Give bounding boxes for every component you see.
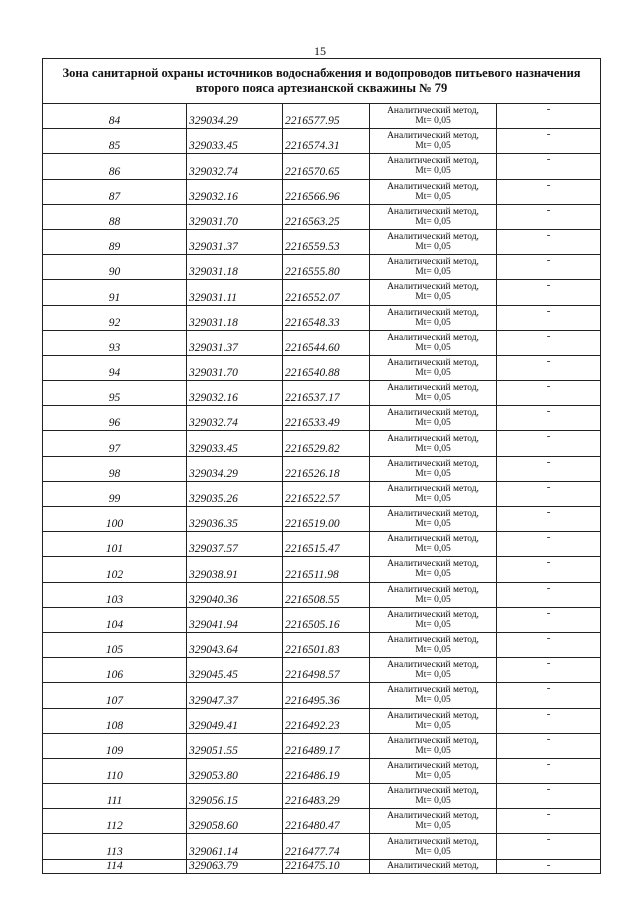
x-coordinate-cell: 329049.41: [187, 708, 283, 733]
point-number-cell: 91: [43, 280, 187, 305]
accuracy-value: Mt= 0,05: [415, 544, 451, 555]
y-coordinate-cell: 2216526.18: [283, 456, 370, 481]
note-cell: -: [497, 104, 601, 129]
method-cell: [370, 507, 497, 532]
y-coordinate-cell: 2216495.36: [283, 683, 370, 708]
accuracy-value: Mt= 0,05: [415, 695, 451, 706]
table-row: [43, 355, 601, 380]
accuracy-value: Mt= 0,05: [415, 116, 451, 127]
table-row: [43, 859, 601, 873]
x-coordinate-cell: 329047.37: [187, 683, 283, 708]
x-coordinate-cell: 329032.74: [187, 406, 283, 431]
y-coordinate-cell: 2216555.80: [283, 255, 370, 280]
method-label: Аналитический метод,: [387, 609, 479, 620]
table-row: [43, 280, 601, 305]
y-coordinate-cell: 2216537.17: [283, 381, 370, 406]
table-row: [43, 758, 601, 783]
point-number-cell: 111: [43, 784, 187, 809]
y-coordinate-cell: 2216563.25: [283, 204, 370, 229]
method-label: Аналитический метод,: [387, 760, 479, 771]
x-coordinate-cell: 329033.45: [187, 431, 283, 456]
accuracy-value: Mt= 0,05: [415, 670, 451, 681]
method-cell: [370, 809, 497, 834]
accuracy-value: Mt= 0,05: [415, 846, 451, 857]
y-coordinate-cell: 2216508.55: [283, 582, 370, 607]
method-label: Аналитический метод,: [387, 685, 479, 696]
x-coordinate-cell: 329031.37: [187, 229, 283, 254]
y-coordinate-cell: 2216540.88: [283, 355, 370, 380]
note-cell: -: [497, 683, 601, 708]
note-cell: -: [497, 708, 601, 733]
x-coordinate-cell: 329053.80: [187, 758, 283, 783]
method-cell: [370, 154, 497, 179]
y-coordinate-cell: 2216529.82: [283, 431, 370, 456]
method-label: Аналитический метод,: [387, 635, 479, 646]
note-cell: -: [497, 330, 601, 355]
method-label: Аналитический метод,: [387, 735, 479, 746]
y-coordinate-cell: 2216544.60: [283, 330, 370, 355]
note-cell: -: [497, 607, 601, 632]
accuracy-value: Mt= 0,05: [415, 770, 451, 781]
point-number-cell: 92: [43, 305, 187, 330]
x-coordinate-cell: 329031.18: [187, 305, 283, 330]
note-cell: -: [497, 456, 601, 481]
point-number-cell: 88: [43, 204, 187, 229]
note-cell: -: [497, 431, 601, 456]
accuracy-value: Mt= 0,05: [415, 367, 451, 378]
note-cell: -: [497, 305, 601, 330]
page-number: 15: [314, 44, 326, 58]
table-body: [43, 59, 601, 874]
method-label: Аналитический метод,: [387, 559, 479, 570]
point-number-cell: 96: [43, 406, 187, 431]
method-label: Аналитический метод,: [387, 307, 479, 318]
y-coordinate-cell: 2216522.57: [283, 481, 370, 506]
point-number-cell: 95: [43, 381, 187, 406]
x-coordinate-cell: 329045.45: [187, 658, 283, 683]
table-row: [43, 733, 601, 758]
point-number-cell: 84: [43, 104, 187, 129]
accuracy-value: Mt= 0,05: [415, 468, 451, 479]
note-cell: -: [497, 582, 601, 607]
y-coordinate-cell: 2216574.31: [283, 129, 370, 154]
method-cell: [370, 104, 497, 129]
x-coordinate-cell: 329035.26: [187, 481, 283, 506]
method-label: Аналитический метод,: [387, 534, 479, 545]
method-cell: [370, 431, 497, 456]
method-cell: [370, 834, 497, 859]
note-cell: -: [497, 834, 601, 859]
x-coordinate-cell: 329038.91: [187, 557, 283, 582]
method-label: Аналитический метод,: [387, 811, 479, 822]
point-number-cell: 87: [43, 179, 187, 204]
accuracy-value: Mt= 0,05: [415, 493, 451, 504]
table-row: [43, 607, 601, 632]
method-label: Аналитический метод,: [387, 357, 479, 368]
point-number-cell: 99: [43, 481, 187, 506]
point-number-cell: 113: [43, 834, 187, 859]
point-number-cell: 97: [43, 431, 187, 456]
table-row: [43, 154, 601, 179]
point-number-cell: 102: [43, 557, 187, 582]
y-coordinate-cell: 2216501.83: [283, 632, 370, 657]
method-cell: [370, 255, 497, 280]
method-cell: [370, 632, 497, 657]
x-coordinate-cell: 329031.70: [187, 355, 283, 380]
x-coordinate-cell: 329063.79: [187, 859, 283, 873]
accuracy-value: Mt= 0,05: [415, 619, 451, 630]
method-cell: [370, 456, 497, 481]
method-cell: [370, 683, 497, 708]
x-coordinate-cell: 329041.94: [187, 607, 283, 632]
accuracy-value: Mt= 0,05: [415, 745, 451, 756]
method-label: Аналитический метод,: [387, 206, 479, 217]
point-number-cell: 105: [43, 632, 187, 657]
method-label: Аналитический метод,: [387, 232, 479, 243]
table-title-line1: Зона санитарной охраны источников водоснабжения и водопроводов питьевого назначения: [62, 66, 581, 80]
method-cell: [370, 859, 497, 873]
accuracy-value: Mt= 0,05: [415, 216, 451, 227]
method-cell: [370, 708, 497, 733]
note-cell: -: [497, 507, 601, 532]
accuracy-value: Mt= 0,05: [415, 267, 451, 278]
accuracy-value: Mt= 0,05: [415, 166, 451, 177]
method-cell: [370, 607, 497, 632]
method-cell: [370, 355, 497, 380]
y-coordinate-cell: 2216477.74: [283, 834, 370, 859]
method-label: Аналитический метод,: [387, 458, 479, 469]
note-cell: -: [497, 859, 601, 873]
table-row: [43, 658, 601, 683]
method-label: Аналитический метод,: [387, 786, 479, 797]
accuracy-value: Mt= 0,05: [415, 418, 451, 429]
method-cell: [370, 481, 497, 506]
point-number-cell: 110: [43, 758, 187, 783]
table-row: [43, 229, 601, 254]
note-cell: -: [497, 255, 601, 280]
method-cell: [370, 758, 497, 783]
table-row: [43, 532, 601, 557]
accuracy-value: Mt= 0,05: [415, 594, 451, 605]
y-coordinate-cell: 2216566.96: [283, 179, 370, 204]
note-cell: -: [497, 632, 601, 657]
method-cell: [370, 229, 497, 254]
table-row: [43, 406, 601, 431]
table-row: [43, 431, 601, 456]
table-row: [43, 632, 601, 657]
method-label: Аналитический метод,: [387, 660, 479, 671]
x-coordinate-cell: 329031.11: [187, 280, 283, 305]
method-label: Аналитический метод,: [387, 509, 479, 520]
y-coordinate-cell: 2216492.23: [283, 708, 370, 733]
y-coordinate-cell: 2216505.16: [283, 607, 370, 632]
y-coordinate-cell: 2216475.10: [283, 859, 370, 873]
x-coordinate-cell: 329056.15: [187, 784, 283, 809]
method-cell: [370, 658, 497, 683]
y-coordinate-cell: 2216570.65: [283, 154, 370, 179]
method-label: Аналитический метод,: [387, 861, 479, 872]
x-coordinate-cell: 329032.16: [187, 179, 283, 204]
x-coordinate-cell: 329034.29: [187, 456, 283, 481]
note-cell: -: [497, 658, 601, 683]
method-cell: [370, 532, 497, 557]
y-coordinate-cell: 2216548.33: [283, 305, 370, 330]
point-number-cell: 89: [43, 229, 187, 254]
table-row: [43, 784, 601, 809]
note-cell: -: [497, 355, 601, 380]
accuracy-value: Mt= 0,05: [415, 342, 451, 353]
accuracy-value: Mt= 0,05: [415, 292, 451, 303]
point-number-cell: 103: [43, 582, 187, 607]
point-number-cell: 108: [43, 708, 187, 733]
accuracy-value: Mt= 0,05: [415, 317, 451, 328]
method-label: Аналитический метод,: [387, 181, 479, 192]
accuracy-value: Mt= 0,05: [415, 191, 451, 202]
x-coordinate-cell: 329043.64: [187, 632, 283, 657]
method-cell: [370, 179, 497, 204]
y-coordinate-cell: 2216483.29: [283, 784, 370, 809]
point-number-cell: 100: [43, 507, 187, 532]
accuracy-value: Mt= 0,05: [415, 141, 451, 152]
note-cell: -: [497, 557, 601, 582]
accuracy-value: Mt= 0,05: [415, 821, 451, 832]
point-number-cell: 112: [43, 809, 187, 834]
method-cell: [370, 129, 497, 154]
y-coordinate-cell: 2216519.00: [283, 507, 370, 532]
point-number-cell: 114: [43, 859, 187, 873]
note-cell: -: [497, 381, 601, 406]
table-row: [43, 683, 601, 708]
table-row: [43, 507, 601, 532]
accuracy-value: Mt= 0,05: [415, 242, 451, 253]
method-cell: [370, 204, 497, 229]
method-label: Аналитический метод,: [387, 131, 479, 142]
table-row: [43, 381, 601, 406]
table-row: [43, 129, 601, 154]
note-cell: -: [497, 179, 601, 204]
x-coordinate-cell: 329033.45: [187, 129, 283, 154]
point-number-cell: 93: [43, 330, 187, 355]
table-title: [43, 59, 601, 104]
x-coordinate-cell: 329051.55: [187, 733, 283, 758]
table-title-line2: второго пояса артезианской скважины № 79: [195, 81, 448, 95]
y-coordinate-cell: 2216480.47: [283, 809, 370, 834]
point-number-cell: 106: [43, 658, 187, 683]
x-coordinate-cell: 329031.18: [187, 255, 283, 280]
x-coordinate-cell: 329058.60: [187, 809, 283, 834]
accuracy-value: Mt= 0,05: [415, 443, 451, 454]
y-coordinate-cell: 2216511.98: [283, 557, 370, 582]
y-coordinate-cell: 2216489.17: [283, 733, 370, 758]
method-cell: [370, 330, 497, 355]
table-row: [43, 179, 601, 204]
table-row: [43, 557, 601, 582]
accuracy-value: Mt= 0,05: [415, 393, 451, 404]
table-header: [43, 59, 601, 104]
note-cell: -: [497, 406, 601, 431]
table-row: [43, 104, 601, 129]
accuracy-value: Mt= 0,05: [415, 645, 451, 656]
note-cell: -: [497, 784, 601, 809]
table-row: [43, 255, 601, 280]
method-label: Аналитический метод,: [387, 408, 479, 419]
x-coordinate-cell: 329032.74: [187, 154, 283, 179]
point-number-cell: 90: [43, 255, 187, 280]
x-coordinate-cell: 329031.37: [187, 330, 283, 355]
method-cell: [370, 280, 497, 305]
method-label: Аналитический метод,: [387, 433, 479, 444]
accuracy-value: Mt= 0,05: [415, 569, 451, 580]
table-row: [43, 582, 601, 607]
y-coordinate-cell: 2216559.53: [283, 229, 370, 254]
note-cell: -: [497, 758, 601, 783]
accuracy-value: Mt= 0,05: [415, 519, 451, 530]
note-cell: -: [497, 229, 601, 254]
x-coordinate-cell: 329037.57: [187, 532, 283, 557]
method-label: Аналитический метод,: [387, 584, 479, 595]
x-coordinate-cell: 329040.36: [187, 582, 283, 607]
note-cell: -: [497, 154, 601, 179]
note-cell: -: [497, 129, 601, 154]
point-number-cell: 101: [43, 532, 187, 557]
note-cell: -: [497, 809, 601, 834]
note-cell: -: [497, 532, 601, 557]
y-coordinate-cell: 2216533.49: [283, 406, 370, 431]
table-row: [43, 204, 601, 229]
note-cell: -: [497, 481, 601, 506]
point-number-cell: 104: [43, 607, 187, 632]
y-coordinate-cell: 2216552.07: [283, 280, 370, 305]
y-coordinate-cell: 2216577.95: [283, 104, 370, 129]
point-number-cell: 107: [43, 683, 187, 708]
accuracy-value: Mt= 0,05: [415, 796, 451, 807]
point-number-cell: 94: [43, 355, 187, 380]
coordinates-table: [42, 58, 601, 874]
table-row: [43, 481, 601, 506]
method-label: Аналитический метод,: [387, 106, 479, 117]
note-cell: -: [497, 280, 601, 305]
method-label: Аналитический метод,: [387, 383, 479, 394]
y-coordinate-cell: 2216486.19: [283, 758, 370, 783]
method-label: Аналитический метод,: [387, 332, 479, 343]
method-label: Аналитический метод,: [387, 710, 479, 721]
method-label: Аналитический метод,: [387, 257, 479, 268]
x-coordinate-cell: 329036.35: [187, 507, 283, 532]
method-label: Аналитический метод,: [387, 156, 479, 167]
table-row: [43, 305, 601, 330]
method-cell: [370, 406, 497, 431]
note-cell: -: [497, 733, 601, 758]
table-row: [43, 456, 601, 481]
method-cell: [370, 305, 497, 330]
table-row: [43, 809, 601, 834]
y-coordinate-cell: 2216515.47: [283, 532, 370, 557]
method-cell: [370, 784, 497, 809]
x-coordinate-cell: 329034.29: [187, 104, 283, 129]
point-number-cell: 98: [43, 456, 187, 481]
point-number-cell: 86: [43, 154, 187, 179]
x-coordinate-cell: 329032.16: [187, 381, 283, 406]
x-coordinate-cell: 329031.70: [187, 204, 283, 229]
x-coordinate-cell: 329061.14: [187, 834, 283, 859]
table-row: [43, 330, 601, 355]
method-label: Аналитический метод,: [387, 282, 479, 293]
method-cell: [370, 557, 497, 582]
note-cell: -: [497, 204, 601, 229]
y-coordinate-cell: 2216498.57: [283, 658, 370, 683]
method-label: Аналитический метод,: [387, 483, 479, 494]
point-number-cell: 85: [43, 129, 187, 154]
method-cell: [370, 582, 497, 607]
method-cell: [370, 733, 497, 758]
table-row: [43, 834, 601, 859]
method-cell: [370, 381, 497, 406]
table-row: [43, 708, 601, 733]
point-number-cell: 109: [43, 733, 187, 758]
accuracy-value: Mt= 0,05: [415, 720, 451, 731]
method-label: Аналитический метод,: [387, 836, 479, 847]
